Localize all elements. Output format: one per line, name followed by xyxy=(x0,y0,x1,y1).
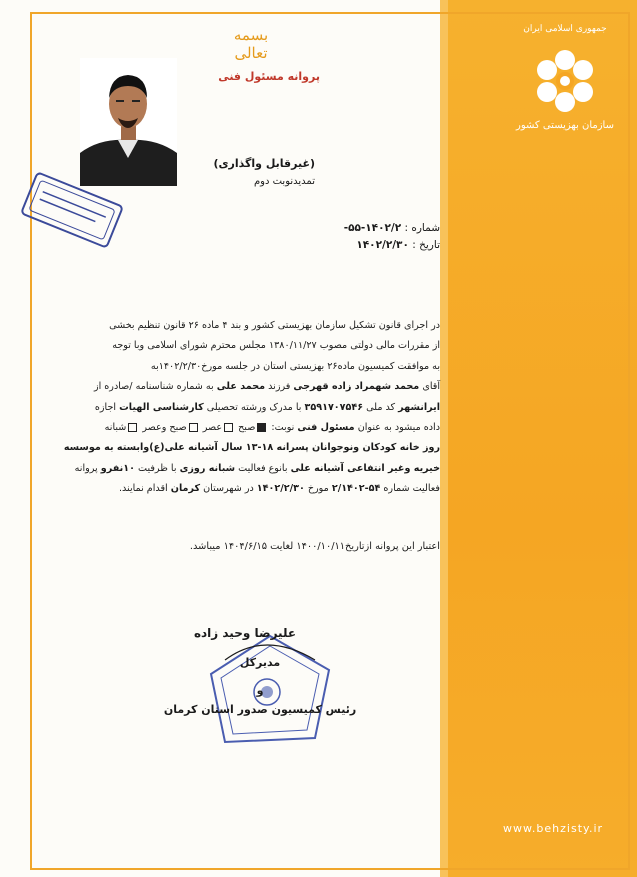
signer-role-conjunction: و xyxy=(256,684,264,697)
renewal-note: تمدیدنوبت دوم xyxy=(253,176,315,187)
behzisti-logo xyxy=(515,18,615,148)
portrait-photo xyxy=(80,58,177,186)
body-line: در اجرای قانون تشکیل سازمان بهزیستی کشور و بند ۴ ماده ۲۶ قانون تنظیم بخشی xyxy=(109,320,440,331)
validity-statement: اعتبار این پروانه ازتاریخ۱۴۰۰/۱۰/۱۱ لغایت ۱۴۰۴/۶/۱۵ میباشد. xyxy=(189,541,440,552)
date-value: ۱۴۰۲/۲/۳۰ xyxy=(356,239,409,251)
logo-bottom-text: سازمان بهزیستی کشور xyxy=(515,120,614,131)
degree: کارشناسی الهیات xyxy=(119,401,204,413)
body-line: روز خانه کودکان ونوجوانان پسرانه ۱۸-۱۳ سال آشیانه علی(ع)وابسته به موسسه xyxy=(63,442,440,454)
website-url: www.behzisty.ir xyxy=(502,822,604,835)
non-transferable-note: (غیرقابل واگذاری) xyxy=(213,157,315,170)
orange-border-strip xyxy=(440,0,448,877)
issue-city: ایرانشهر xyxy=(398,401,440,413)
father-name: محمد علی xyxy=(216,381,266,393)
number-label: شماره : xyxy=(404,222,440,234)
body-line: داده میشود به عنوان مسئول فنی نوبت: صبح عصر صبح وعصر شبانه xyxy=(104,422,440,434)
license-body xyxy=(60,316,440,500)
national-code: ۳۵۹۱۷۰۷۵۴۶ xyxy=(304,401,364,413)
body-line: به موافقت کمیسیون ماده۲۶ بهزیستی استان در جلسه مورخ۱۴۰۲/۲/۳۰به xyxy=(150,360,440,372)
activity-type: شبانه روزی xyxy=(179,462,236,474)
checkbox-icon xyxy=(189,423,198,432)
signer-commission-role: رئیس کمیسیون صدور استان کرمان xyxy=(163,703,357,716)
checkbox-icon xyxy=(224,423,233,432)
signer-role: مدیرکل xyxy=(239,656,281,669)
capacity: ۱۰نفرو xyxy=(100,462,135,474)
signer-name: علیرضا وحید زاده xyxy=(193,626,297,640)
date-label: تاریخ : xyxy=(412,239,440,251)
license-title: پروانه مسئول فنی xyxy=(218,70,320,83)
body-line: ایرانشهر کد ملی ۳۵۹۱۷۰۷۵۴۶ با مدرک ورشته تحصیلی کارشناسی الهیات اجازه xyxy=(94,401,440,413)
role: مسئول فنی xyxy=(297,422,355,434)
body-line: آقای محمد شهمراد زاده قهرجی فرزند محمد علی به شماره شناسنامه /صادره از xyxy=(93,381,440,393)
body-line: فعالیت شماره ۵۴-۲/۱۴۰۲ مورخ ۱۴۰۲/۲/۳۰ در شهرستان کرمان اقدام نمایند. xyxy=(118,483,440,495)
permit-date: ۱۴۰۲/۲/۳۰ xyxy=(256,483,305,495)
number-value: ۱۴۰۲/۲-۵۵- xyxy=(343,222,402,234)
checkbox-checked-icon xyxy=(257,423,266,432)
city: کرمان xyxy=(170,483,201,495)
permit-number: ۵۴-۲/۱۴۰۲ xyxy=(331,483,381,495)
logo-top-text: جمهوری اسلامی ایران xyxy=(523,24,607,34)
letter-number xyxy=(300,222,440,234)
letter-date xyxy=(300,239,440,251)
body-line: از مقررات مالی دولتی مصوب ۱۳۸۰/۱۱/۲۷ مجلس محترم شورای اسلامی وبا توجه xyxy=(112,340,440,352)
flower-icon xyxy=(530,46,600,116)
body-line: خیریه وغیر انتفاعی آشیانه علی بانوع فعالیت شبانه روزی با ظرفیت ۱۰نفرو پروانه xyxy=(74,462,440,474)
checkbox-icon xyxy=(128,423,137,432)
holder-name: محمد شهمراد زاده قهرجی xyxy=(293,381,420,393)
header-ornament: بسمه تعالی xyxy=(233,26,269,62)
